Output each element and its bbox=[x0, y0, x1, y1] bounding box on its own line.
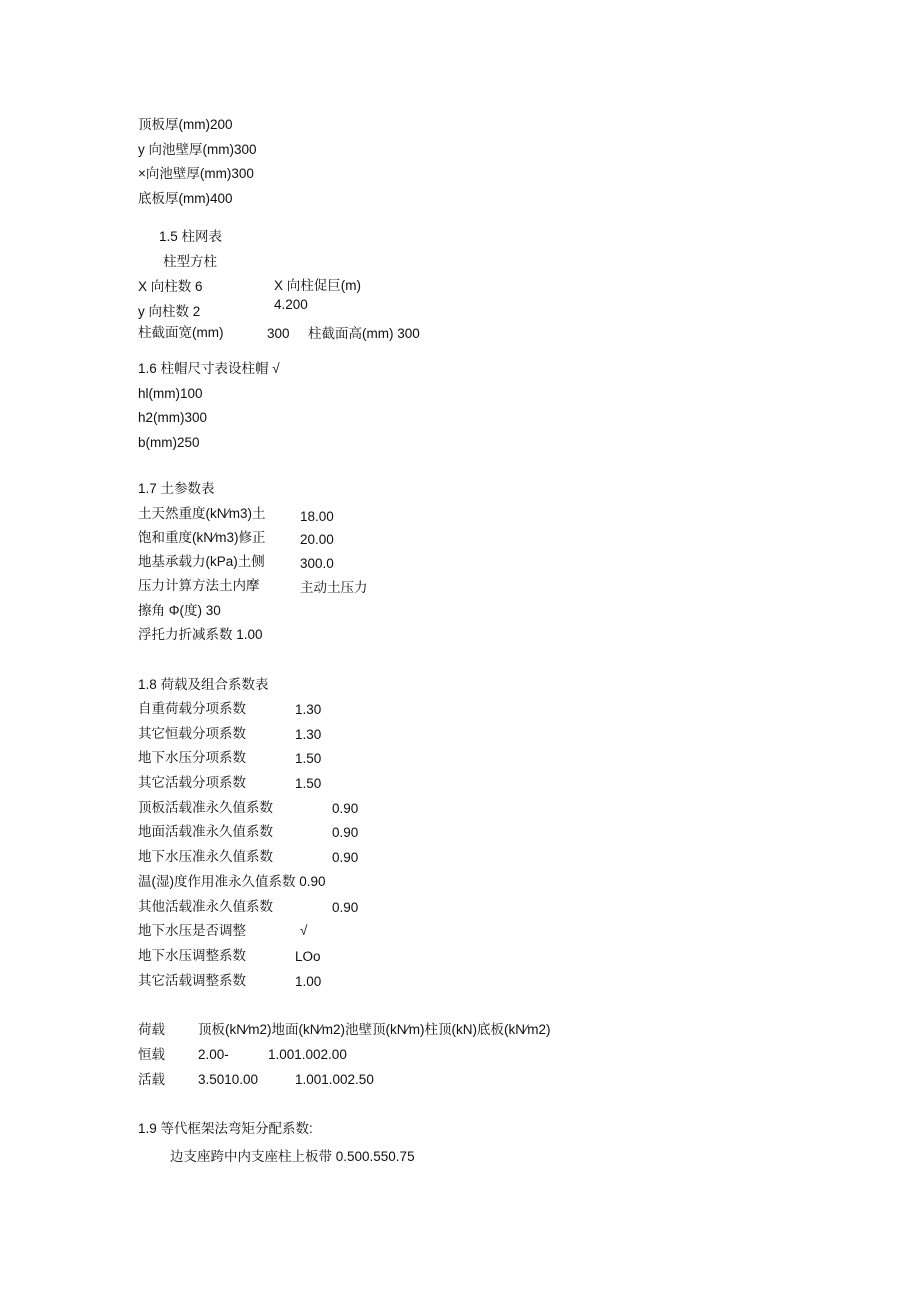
soil-row-3-value: 300.0 bbox=[300, 556, 334, 571]
loads-header-columns: 顶板(kN⁄m2)地面(kN⁄m2)池壁顶(kN⁄m)柱顶(kN)底板(kN⁄m2) bbox=[198, 1022, 551, 1037]
x-column-count: X 向柱数 6 bbox=[138, 279, 203, 294]
soil-row-1-label: 土天然重度(kN⁄m3)土 bbox=[138, 506, 266, 521]
factor-value: 1.00 bbox=[295, 974, 322, 989]
cap-h1: hl(mm)100 bbox=[138, 386, 203, 401]
top-slab-thickness: 顶板厚(mm)200 bbox=[138, 117, 233, 132]
factor-value: 1.30 bbox=[295, 702, 322, 717]
column-type: 柱型方柱 bbox=[163, 254, 217, 269]
moment-distribution-line: 边支座跨中内支座柱上板带 0.500.550.75 bbox=[170, 1149, 415, 1164]
check-mark: √ bbox=[300, 923, 308, 938]
bottom-slab-thickness: 底板厚(mm)400 bbox=[138, 191, 233, 206]
factor-label: 地下水压调整系数 bbox=[138, 948, 246, 963]
factor-label: 其它活载分项系数 bbox=[138, 775, 246, 790]
cap-h2: h2(mm)300 bbox=[138, 410, 208, 425]
live-load-values-b: 1.001.002.50 bbox=[295, 1072, 374, 1087]
factor-value: 0.90 bbox=[332, 825, 359, 840]
factor-label: 地下水压分项系数 bbox=[138, 750, 246, 765]
factor-label: 顶板活载准永久值系数 bbox=[138, 800, 273, 815]
cap-b: b(mm)250 bbox=[138, 435, 200, 450]
loads-header-label: 荷载 bbox=[138, 1022, 165, 1037]
section-1-8-heading: 1.8 荷载及组合系数表 bbox=[138, 677, 269, 692]
soil-row-4-label: 压力计算方法土内摩 bbox=[138, 578, 260, 593]
friction-angle: 擦角 Φ(度) 30 bbox=[138, 603, 221, 618]
live-load-values-a: 3.5010.00 bbox=[198, 1072, 259, 1087]
factor-label: 其它活载调整系数 bbox=[138, 973, 246, 988]
soil-row-3-label: 地基承载力(kPa)土侧 bbox=[138, 554, 265, 569]
live-load-label: 活载 bbox=[138, 1072, 165, 1087]
factor-label: 地下水压准永久值系数 bbox=[138, 849, 273, 864]
buoyancy-reduction: 浮托力折减系数 1.00 bbox=[138, 627, 263, 642]
section-1-9-heading: 1.9 等代框架法弯矩分配系数: bbox=[138, 1121, 313, 1136]
factor-value: 0.90 bbox=[332, 801, 359, 816]
column-width-value: 300 bbox=[267, 326, 290, 341]
soil-row-1-value: 18.00 bbox=[300, 509, 334, 524]
factor-label: 地面活载准永久值系数 bbox=[138, 824, 273, 839]
factor-value: 0.90 bbox=[332, 900, 359, 915]
soil-row-2-value: 20.00 bbox=[300, 532, 334, 547]
section-1-7-heading: 1.7 土参数表 bbox=[138, 481, 215, 496]
x-column-spacing-label: X 向柱促巨(m) bbox=[274, 278, 361, 293]
dead-load-label: 恒载 bbox=[138, 1047, 165, 1062]
factor-label: 地下水压是否调整 bbox=[138, 923, 246, 938]
section-1-6-heading: 1.6 柱帽尺寸表设柱帽 √ bbox=[138, 361, 280, 376]
factor-value: 0.90 bbox=[332, 850, 359, 865]
column-height: 柱截面高(mm) 300 bbox=[308, 326, 420, 341]
dead-load-values-a: 2.00- bbox=[198, 1047, 229, 1062]
factor-value: 1.50 bbox=[295, 776, 322, 791]
soil-row-2-label: 饱和重度(kN⁄m3)修正 bbox=[138, 530, 266, 545]
y-column-count: y 向柱数 2 bbox=[138, 304, 201, 319]
factor-value: 1.30 bbox=[295, 727, 322, 742]
factor-value: 1.50 bbox=[295, 751, 322, 766]
dead-load-values-b: 1.001.002.00 bbox=[268, 1047, 347, 1062]
y-wall-thickness: y 向池壁厚(mm)300 bbox=[138, 142, 257, 157]
x-column-spacing-value: 4.200 bbox=[274, 297, 308, 312]
factor-label: 其它恒载分项系数 bbox=[138, 726, 246, 741]
soil-row-4-value: 主动土压力 bbox=[300, 580, 368, 595]
factor-label: 其他活载准永久值系数 bbox=[138, 899, 273, 914]
factor-label: 温(湿)度作用准永久值系数 0.90 bbox=[138, 874, 326, 889]
section-1-5-heading: 1.5 柱网表 bbox=[159, 229, 223, 244]
factor-label: 自重荷载分项系数 bbox=[138, 701, 246, 716]
column-width-label: 柱截面宽(mm) bbox=[138, 325, 224, 340]
x-wall-thickness: ×向池壁厚(mm)300 bbox=[138, 166, 254, 181]
factor-value: LOo bbox=[295, 949, 321, 964]
